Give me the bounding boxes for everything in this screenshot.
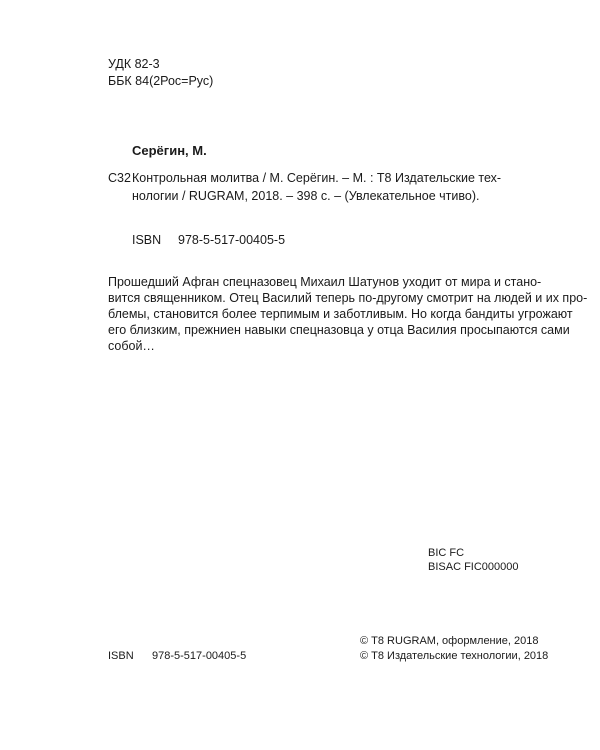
author-heading: Серёгин, М. xyxy=(132,143,207,158)
isbn-value: 978-5-517-00405-5 xyxy=(178,233,286,247)
abstract-line-3: блемы, становится более терпимым и заботливым. Но когда бандиты угрожают xyxy=(108,307,573,321)
bic-code: BIC FC xyxy=(428,547,465,559)
udk-line: УДК 82-3 xyxy=(108,57,160,71)
abstract-line-4: его близким, прежниен навыки спецназовца у отца Василия просыпаются сами xyxy=(108,323,570,337)
copyright-line-1: © Т8 RUGRAM, оформление, 2018 xyxy=(360,635,539,647)
bbk-line: ББК 84(2Рос=Рус) xyxy=(108,74,214,88)
abstract-line-1: Прошедший Афган спецназовец Михаил Шатунов уходит от мира и стано- xyxy=(108,275,542,289)
abstract-line-5: собой… xyxy=(108,339,155,353)
isbn-bottom xyxy=(108,649,246,663)
isbn-bottom-label: ISBN xyxy=(108,650,134,662)
bibliographic-line-2: нологии / RUGRAM, 2018. – 398 с. – (Увлекательное чтиво). xyxy=(132,189,480,203)
author-code: С32 xyxy=(108,171,131,185)
bisac-code: BISAC FIC000000 xyxy=(428,561,519,573)
bibliographic-line-1: Контрольная молитва / М. Серёгин. – М. : Т8 Издательские тех- xyxy=(132,171,502,185)
copyright-line-2: © Т8 Издательские технологии, 2018 xyxy=(360,650,549,662)
isbn-label: ISBN xyxy=(132,233,162,247)
isbn-top xyxy=(132,232,285,248)
abstract-line-2: вится священником. Отец Василий теперь по-другому смотрит на людей и их про- xyxy=(108,291,588,305)
isbn-bottom-value: 978-5-517-00405-5 xyxy=(152,650,247,662)
